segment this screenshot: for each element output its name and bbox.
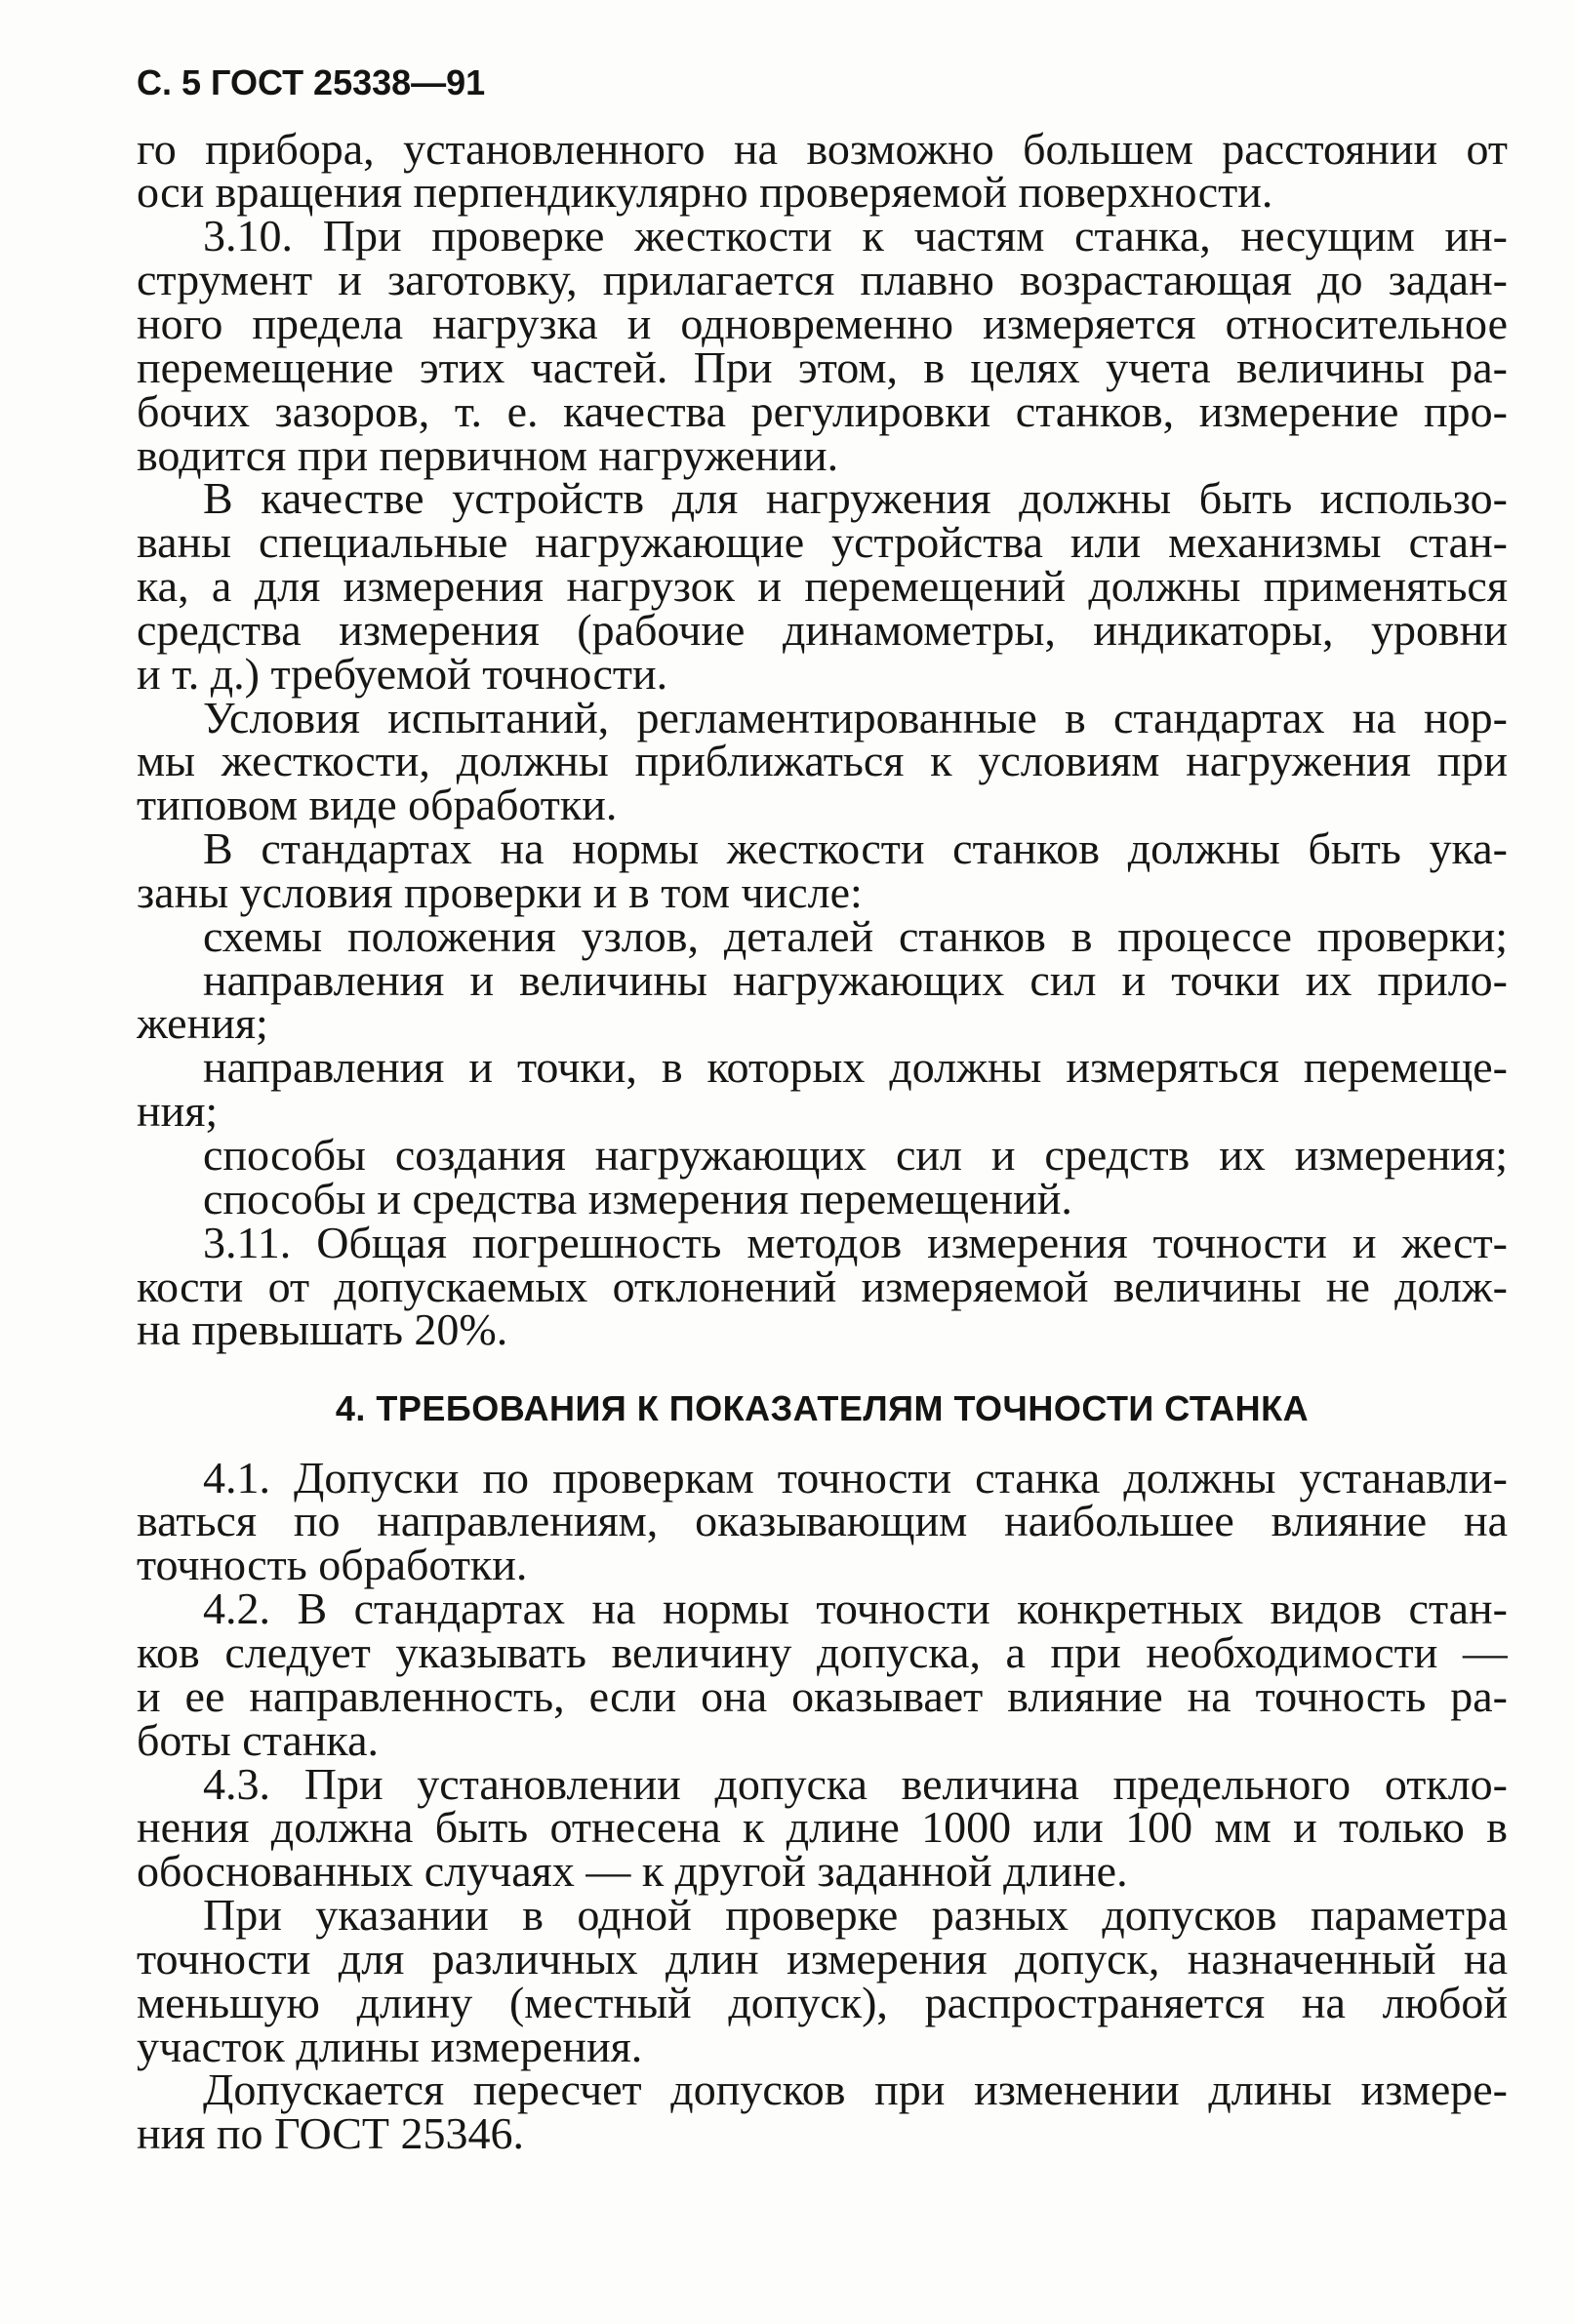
- text-line: ния по ГОСТ 25346.: [137, 2108, 525, 2159]
- section-4-body: [137, 1457, 1508, 2171]
- paragraph-4-1: [137, 1457, 1508, 1588]
- text-line: нения должна быть отнесена к длине 1000 или 100 мм и только в: [137, 1802, 1508, 1853]
- text-line: перемещение этих частей. При этом, в целях учета величины ра-: [137, 341, 1508, 392]
- text-line: мы жесткости, должны приближаться к условиям нагружения при: [137, 736, 1508, 786]
- text-line: заны условия проверки и в том числе:: [137, 866, 863, 917]
- text-line: бочих зазоров, т. е. качества регулировки станков, измерение про-: [137, 385, 1508, 436]
- text-line: ка, а для измерения нагрузок и перемещений должны применяться: [137, 561, 1508, 612]
- list-item-force-creation: [137, 1130, 1508, 1180]
- text-line: В стандартах на нормы жесткости станков должны быть ука-: [203, 823, 1508, 874]
- list-item-measurement-points: [137, 1042, 1508, 1137]
- text-line: направления и величины нагружающих сил и точки их прило-: [203, 954, 1508, 1005]
- text-line: ного предела нагрузка и одновременно измеряется относительное: [137, 298, 1508, 348]
- text-line: кости от допускаемых отклонений измеряемой величины не долж-: [137, 1261, 1508, 1311]
- text-line: Условия испытаний, регламентированные в стандартах на нор-: [203, 692, 1508, 742]
- text-line: и т. д.) требуемой точности.: [137, 648, 668, 699]
- text-line: на превышать 20%.: [137, 1304, 508, 1355]
- section-3-continuation: [137, 128, 1508, 1367]
- list-item-node-layout: [137, 910, 1508, 961]
- text-line: При указании в одной проверке разных допусков параметра: [203, 1890, 1508, 1941]
- section-heading: 4. ТРЕБОВАНИЯ К ПОКАЗАТЕЛЯМ ТОЧНОСТИ СТАНКА: [335, 1388, 1310, 1428]
- text-line: ваны специальные нагружающие устройства или механизмы стан-: [137, 517, 1508, 568]
- text-line: жения;: [137, 998, 268, 1049]
- text-line: средства измерения (рабочие динамометры, индикаторы, уровни: [137, 604, 1508, 655]
- paragraph-4-2: [137, 1583, 1508, 1765]
- text-line: боты станка.: [137, 1714, 379, 1765]
- text-line: водится при первичном нагружении.: [137, 429, 839, 480]
- paragraph-4-3: [137, 1758, 1508, 1897]
- paragraph-local-tolerance: [137, 1890, 1508, 2071]
- text-line: участок длины измерения.: [137, 2021, 643, 2071]
- paragraph-test-conditions: [137, 692, 1508, 830]
- text-line: ваться по направлениям, оказывающим наибольшее влияние на: [137, 1496, 1508, 1546]
- text-line: 3.10. При проверке жесткости к частям станка, несущим ин-: [203, 211, 1508, 261]
- text-line: го прибора, установленного на возможно большем расстоянии от: [137, 127, 1508, 174]
- paragraph-continued: [137, 128, 1508, 216]
- text-line: струмент и заготовку, прилагается плавно возрастающая до задан-: [137, 255, 1508, 305]
- text-line: 4.2. В стандартах на нормы точности конкретных видов стан-: [203, 1583, 1508, 1634]
- text-line: 4.1. Допуски по проверкам точности станка должны устанавли-: [203, 1456, 1508, 1503]
- text-line: способы создания нагружающих сил и средств их измерения;: [203, 1130, 1508, 1180]
- text-line: и ее направленность, если она оказывает влияние на точность ра-: [137, 1670, 1508, 1721]
- text-line: точности для различных длин измерения допуск, назначенный на: [137, 1933, 1508, 1983]
- text-line: 3.11. Общая погрешность методов измерения точности и жест-: [203, 1217, 1508, 1267]
- text-line: Допускается пересчет допусков при изменении длины измере-: [203, 2064, 1508, 2115]
- running-header: С. 5 ГОСТ 25338—91: [137, 62, 486, 102]
- text-line: 4.3. При установлении допуска величина предельного откло-: [203, 1758, 1508, 1809]
- text-line: способы и средства измерения перемещений.: [203, 1173, 1072, 1223]
- paragraph-3-10: [137, 211, 1508, 480]
- text-line: схемы положения узлов, деталей станков в процессе проверки;: [203, 910, 1508, 961]
- text-line: ков следует указывать величину допуска, а при необходимости —: [137, 1626, 1508, 1677]
- paragraph-loading-devices: [137, 473, 1508, 699]
- text-line: типовом виде обработки.: [137, 780, 618, 830]
- text-line: обоснованных случаях — к другой заданной длине.: [137, 1846, 1128, 1897]
- paragraph-recalculation: [137, 2064, 1508, 2159]
- text-line: точность обработки.: [137, 1540, 528, 1590]
- text-line: направления и точки, в которых должны измеряться перемеще-: [203, 1042, 1508, 1093]
- list-item-force-direction: [137, 954, 1508, 1049]
- list-item-displacement-means: [137, 1173, 1508, 1223]
- paragraph-stiffness-standards: [137, 823, 1508, 917]
- text-line: ния;: [137, 1086, 219, 1137]
- text-line: В качестве устройств для нагружения должны быть использо-: [203, 473, 1508, 524]
- text-line: оси вращения перпендикулярно проверяемой поверхности.: [137, 167, 1273, 218]
- text-line: меньшую длину (местный допуск), распространяется на любой: [137, 1977, 1508, 2027]
- paragraph-3-11: [137, 1217, 1508, 1355]
